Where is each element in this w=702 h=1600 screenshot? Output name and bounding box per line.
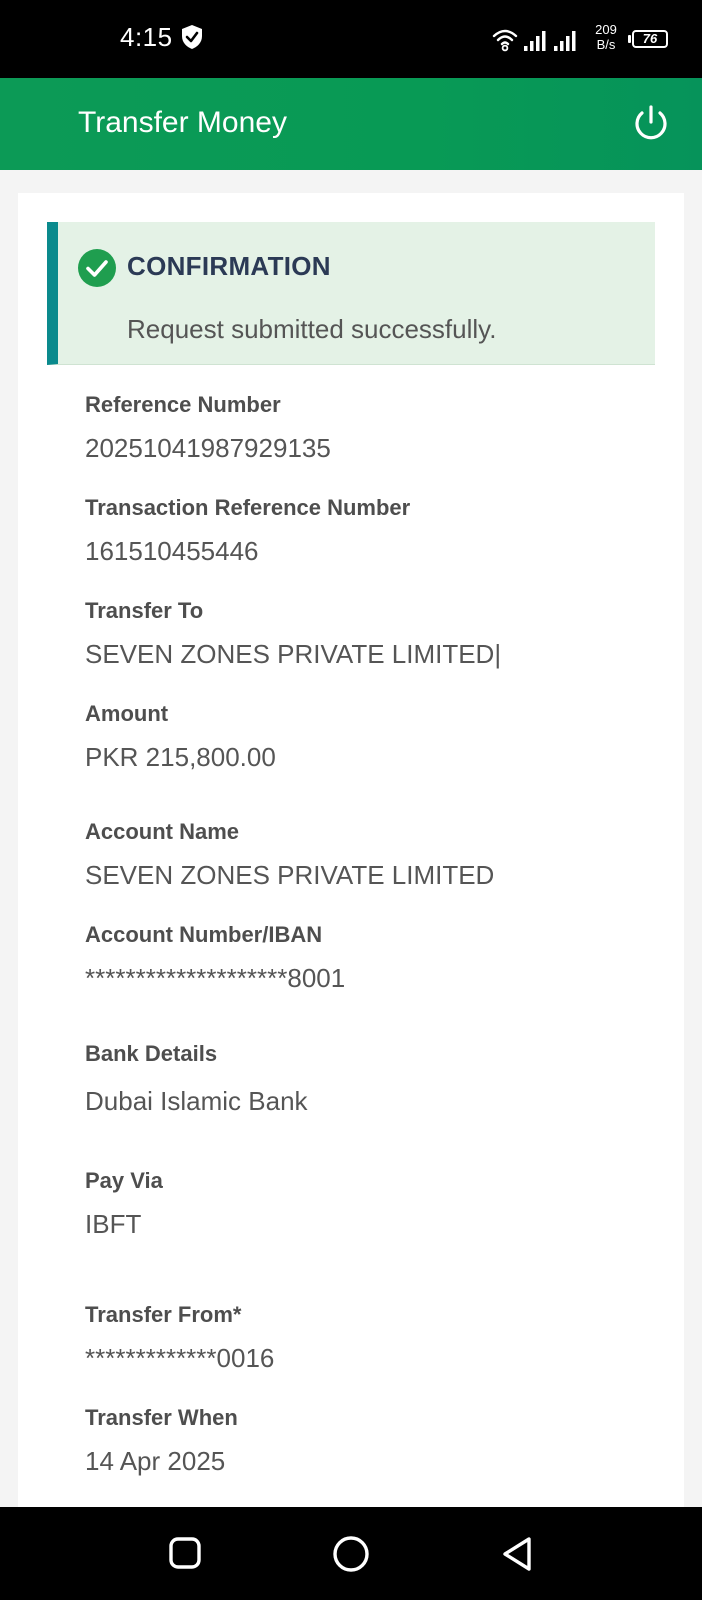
app-header (0, 78, 702, 170)
shield-icon (180, 24, 204, 50)
detail-account-name (85, 818, 665, 892)
transfer-details-card (18, 193, 684, 1507)
confirmation-message: Request submitted successfully. (127, 314, 497, 344)
detail-label: Bank Details (85, 1041, 218, 1066)
back-icon[interactable] (500, 1535, 536, 1573)
detail-label: Amount (85, 701, 169, 726)
signal-icon (524, 30, 550, 52)
detail-value: 14 Apr 2025 (85, 1446, 226, 1476)
detail-value: Dubai Islamic Bank (85, 1086, 308, 1116)
detail-label: Reference Number (85, 392, 281, 417)
page-title: Transfer Money (78, 106, 287, 139)
detail-value: *************0016 (85, 1343, 275, 1373)
detail-label: Pay Via (85, 1168, 163, 1193)
detail-bank-details (85, 1040, 665, 1118)
detail-value: ********************8001 (85, 963, 346, 993)
network-speed-value: 209 (595, 22, 617, 37)
detail-reference-number (85, 391, 665, 465)
detail-label: Account Number/IBAN (85, 922, 323, 947)
confirmation-title: CONFIRMATION (127, 251, 331, 281)
check-circle-icon (77, 248, 117, 288)
detail-value: 161510455446 (85, 536, 259, 566)
battery-indicator: 76 (632, 30, 668, 48)
detail-value: SEVEN ZONES PRIVATE LIMITED (85, 860, 495, 890)
home-icon[interactable] (332, 1535, 370, 1573)
detail-value: PKR 215,800.00 (85, 742, 276, 772)
status-time: 4:15 (120, 22, 173, 52)
detail-amount (85, 700, 665, 774)
confirmation-banner (47, 222, 655, 365)
detail-value: 20251041987929135 (85, 433, 331, 463)
status-bar (0, 0, 702, 78)
detail-value: SEVEN ZONES PRIVATE LIMITED| (85, 639, 502, 669)
detail-label: Transfer When (85, 1405, 238, 1430)
detail-label: Account Name (85, 819, 240, 844)
detail-transaction-reference-number (85, 494, 665, 568)
wifi-icon (492, 28, 518, 52)
detail-transfer-from (85, 1301, 665, 1375)
network-speed (586, 22, 626, 52)
detail-transfer-when (85, 1404, 665, 1478)
detail-label: Transfer To (85, 598, 204, 623)
detail-label: Transfer From* (85, 1302, 242, 1327)
recents-icon[interactable] (168, 1535, 202, 1571)
detail-label: Transaction Reference Number (85, 495, 411, 520)
detail-account-number (85, 921, 665, 995)
detail-pay-via (85, 1167, 665, 1241)
system-nav-bar (0, 1507, 702, 1600)
power-icon[interactable] (630, 102, 672, 144)
detail-transfer-to (85, 597, 665, 671)
network-speed-unit: B/s (596, 37, 616, 52)
signal-icon-2 (554, 30, 580, 52)
detail-value: IBFT (85, 1209, 142, 1239)
